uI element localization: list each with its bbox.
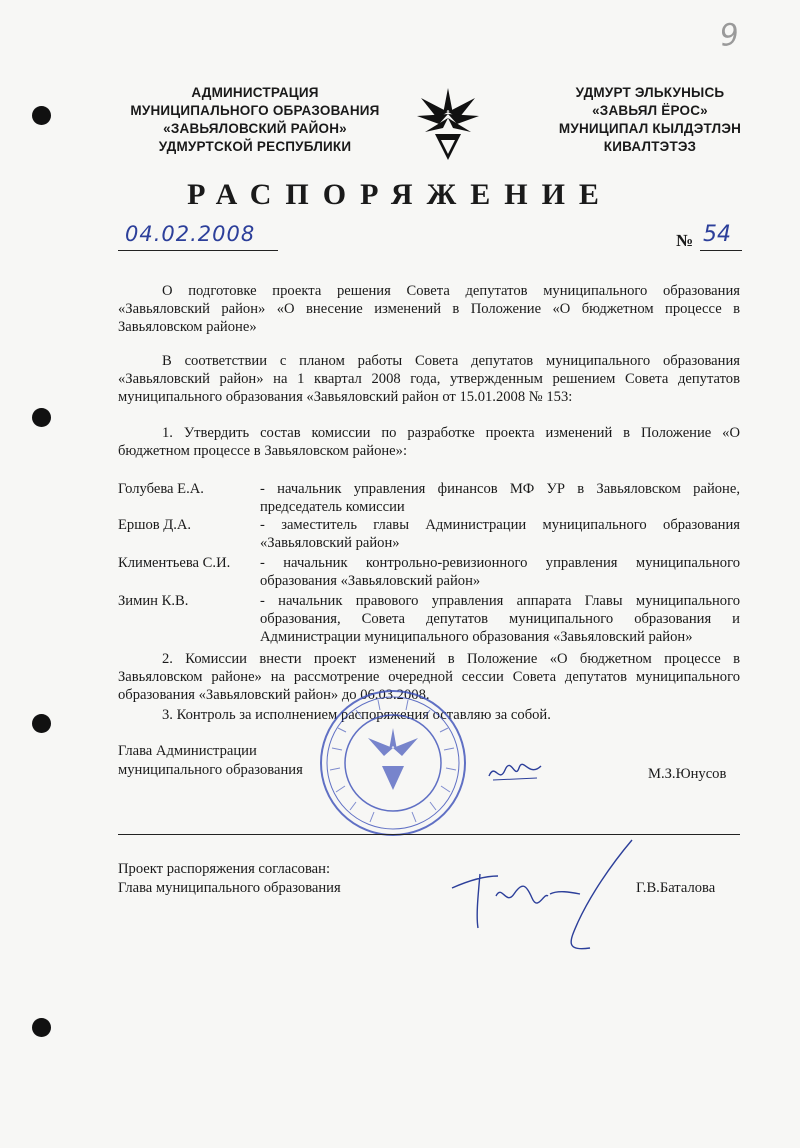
number-underline [700, 250, 742, 251]
number-label: № [676, 231, 694, 250]
punch-hole [32, 408, 51, 427]
member-name: Зимин К.В. [118, 593, 189, 609]
item-3-paragraph: 3. Контроль за исполнением распоряжения оставляю за собой. [162, 707, 551, 723]
approval-line: Глава муниципального образования [118, 880, 341, 896]
coat-of-arms-logo [413, 84, 483, 164]
signatory-role-line: Глава Администрации [118, 743, 257, 759]
handwritten-date: 04.02.2008 [125, 222, 256, 246]
member-name: Ершов Д.А. [118, 517, 192, 533]
signature-batalova [440, 836, 640, 956]
header-right-line: КИВАЛТЭТЭЗ [603, 139, 697, 154]
signatory-role-line: муниципального образования [118, 762, 303, 778]
member-role: - начальник управления финансов МФ УР в Завьяловском районе, председатель комиссии [260, 481, 740, 515]
member-name: Голубева Е.А. [118, 481, 204, 497]
document-title: РАСПОРЯЖЕНИЕ [187, 178, 613, 211]
header-left [110, 84, 400, 156]
header-left-line: УДМУРТСКОЙ РЕСПУБЛИКИ [158, 139, 352, 154]
member-role: - начальник правового управления аппарата Главы муниципального образования, Совета депутатов муниципального образования и Администрации муниципального образования «Завьяловский район» [260, 593, 740, 645]
preamble-paragraph: В соответствии с планом работы Совета депутатов муниципального образования «Завьяловский район» на 1 квартал 2008 года, утвержденным решением Совета депутатов муниципального образования «Завьяловский район от 15.01.2008 № 153: [118, 353, 740, 405]
horizontal-rule [118, 834, 740, 835]
punch-hole [32, 714, 51, 733]
item-2-paragraph: 2. Комиссии внести проект изменений в Положение «О бюджетном процессе в Завьяловском районе» на рассмотрение очередной сессии Совета депутатов муниципального образования «Завьяловский район» до 06.03.2008. [118, 651, 740, 703]
approver-name: Г.В.Баталова [636, 880, 716, 896]
header-right [540, 84, 760, 156]
header-right-line: МУНИЦИПАЛ КЫЛДЭТЛЭН [558, 121, 742, 136]
handwritten-page-number: 9 [718, 17, 741, 54]
signatory-name: М.З.Юнусов [648, 766, 727, 782]
punch-hole [32, 106, 51, 125]
header-left-line: «ЗАВЬЯЛОВСКИЙ РАЙОН» [163, 121, 347, 136]
member-name: Климентьева С.И. [118, 555, 231, 571]
approval-block [118, 860, 398, 898]
item-1-paragraph: 1. Утвердить состав комиссии по разработке проекта изменений в Положение «О бюджетном процессе в Завьяловском районе»: [118, 425, 740, 459]
header-left-line: МУНИЦИПАЛЬНОГО ОБРАЗОВАНИЯ [130, 103, 380, 118]
header-right-line: «ЗАВЬЯЛ ЁРОС» [592, 103, 708, 118]
handwritten-number: 54 [703, 222, 731, 247]
approval-line: Проект распоряжения согласован: [118, 861, 331, 877]
header-right-line: УДМУРТ ЭЛЬКУНЫСЬ [575, 85, 725, 100]
member-role: - заместитель главы Администрации муниципального образования «Завьяловский район» [260, 517, 740, 551]
signature-yunusov [485, 758, 545, 788]
punch-hole [32, 1018, 51, 1037]
date-underline [118, 250, 278, 251]
subject-paragraph: О подготовке проекта решения Совета депутатов муниципального образования «Завьяловский район» «О внесение изменений в Положение «О бюджетном процессе в Завьяловском районе» [118, 283, 740, 335]
signatory-role [118, 742, 348, 780]
header-left-line: АДМИНИСТРАЦИЯ [191, 85, 319, 100]
member-role: - начальник контрольно-ревизионного управления муниципального образования «Завьяловский район» [260, 555, 740, 589]
